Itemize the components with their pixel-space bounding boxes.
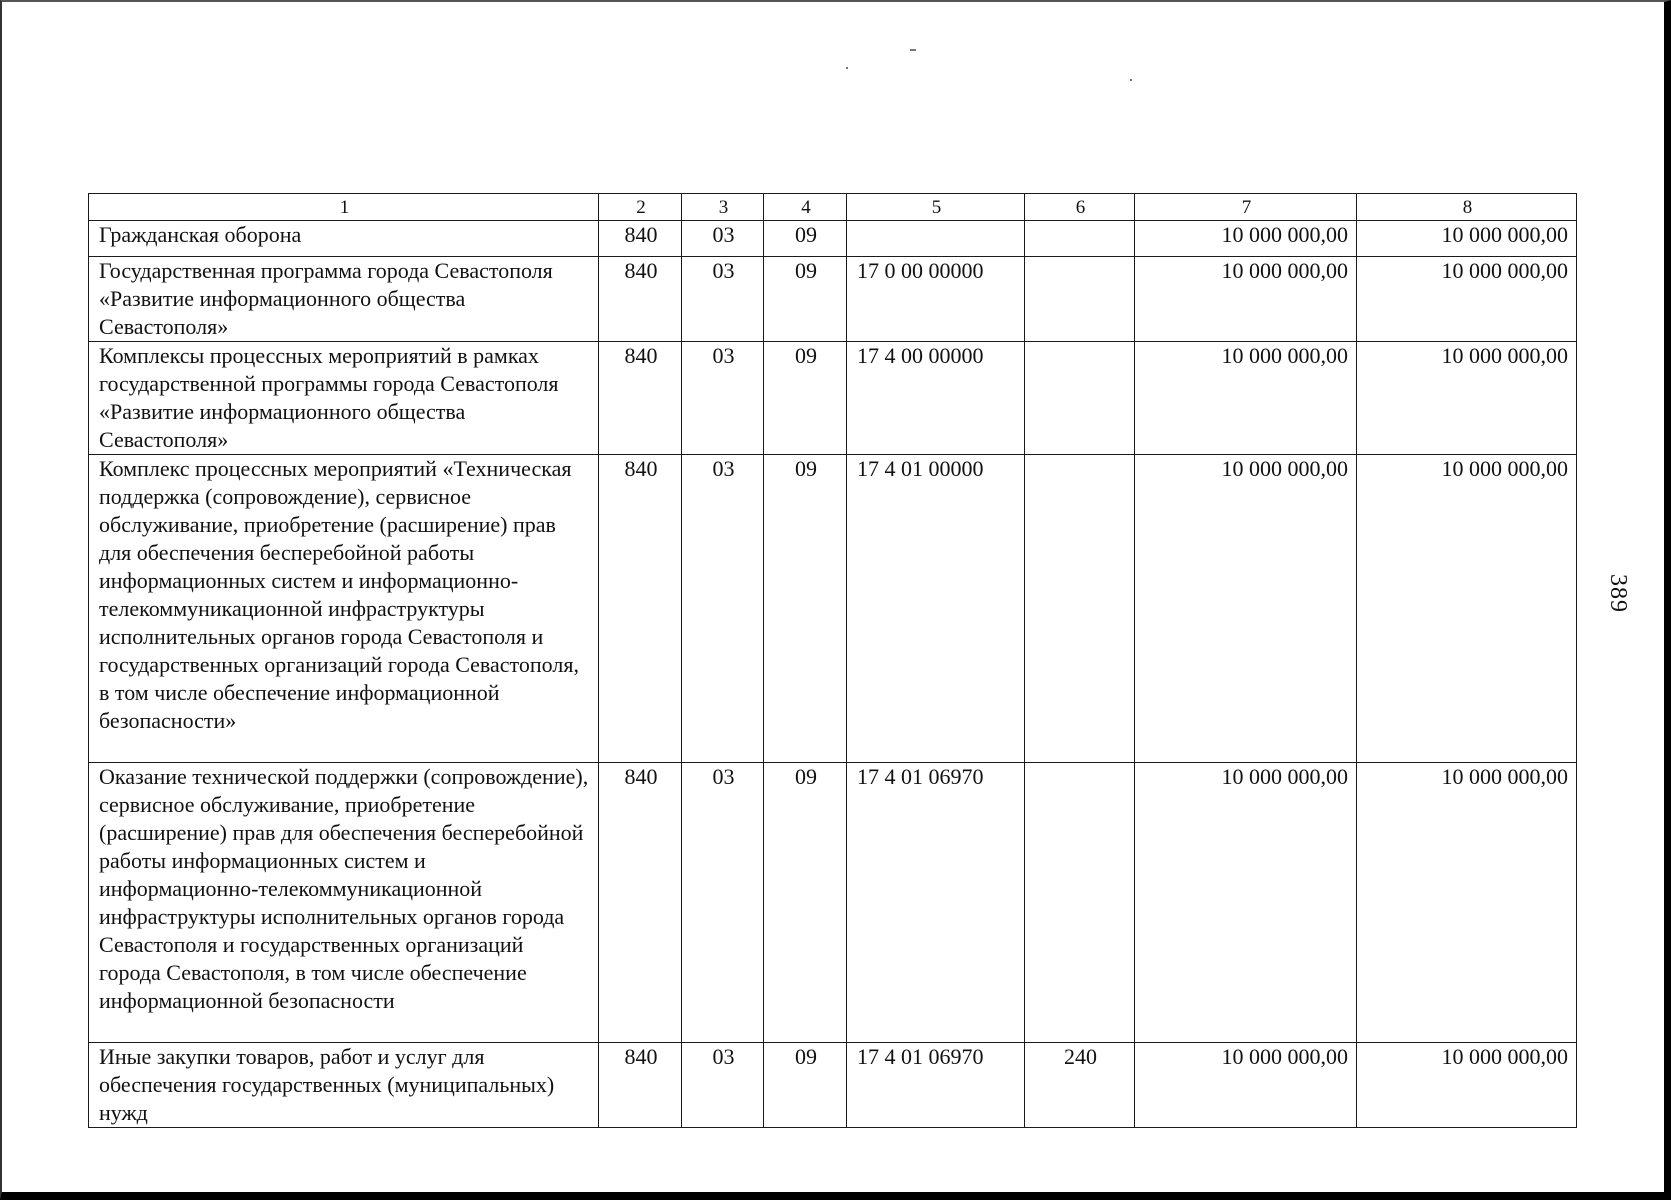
budget-table: [88, 193, 1577, 1128]
amount-year-2: 10 000 000,00: [1357, 763, 1577, 1043]
amount-year-2: 10 000 000,00: [1357, 1043, 1577, 1128]
target-article-code: 17 4 01 00000: [847, 455, 1025, 763]
row-name: Иные закупки товаров, работ и услуг для обеспечения государственных (муниципальных) нужд: [89, 1043, 599, 1128]
row-name: Оказание технической поддержки (сопровождение), сервисное обслуживание, приобретение (расширение) прав для обеспечения бесперебойной работы информационных систем и информационно-телекоммуникационной инфраструктуры исполнительных органов города Севастополя и государственных организаций города Севастополя, в том числе обеспечение информационной безопасности: [89, 763, 599, 1043]
target-article-code: 17 0 00 00000: [847, 257, 1025, 342]
target-article-code: 17 4 01 06970: [847, 763, 1025, 1043]
column-header: 5: [847, 194, 1025, 221]
amount-year-2: 10 000 000,00: [1357, 221, 1577, 257]
row-name: Комплекс процессных мероприятий «Техническая поддержка (сопровождение), сервисное обслуживание, приобретение (расширение) прав для обеспечения бесперебойной работы информационных систем и информационно-телекоммуникационной инфраструктуры исполнительных органов города Севастополя и государственных организаций города Севастополя, в том числе обеспечение информационной безопасности»: [89, 455, 599, 763]
column-header: 8: [1357, 194, 1577, 221]
target-article-code: [847, 221, 1025, 257]
amount-year-2: 10 000 000,00: [1357, 455, 1577, 763]
amount-year-2: 10 000 000,00: [1357, 342, 1577, 455]
section-code: 03: [682, 763, 764, 1043]
subsection-code: 09: [764, 763, 847, 1043]
table-row: [89, 342, 1577, 455]
amount-year-1: 10 000 000,00: [1135, 257, 1357, 342]
row-name: Комплексы процессных мероприятий в рамках государственной программы города Севастополя «Развитие информационного общества Севастополя»: [89, 342, 599, 455]
target-article-code: 17 4 01 06970: [847, 1043, 1025, 1128]
expense-type-code: [1025, 763, 1135, 1043]
target-article-code: 17 4 00 00000: [847, 342, 1025, 455]
table-row: [89, 455, 1577, 763]
table-row: [89, 763, 1577, 1043]
row-name: Гражданская оборона: [89, 221, 599, 257]
amount-year-1: 10 000 000,00: [1135, 763, 1357, 1043]
column-header: 7: [1135, 194, 1357, 221]
amount-year-1: 10 000 000,00: [1135, 221, 1357, 257]
table-row: [89, 221, 1577, 257]
column-header: 6: [1025, 194, 1135, 221]
scan-speck: [910, 49, 916, 51]
section-code: 03: [682, 342, 764, 455]
subsection-code: 09: [764, 1043, 847, 1128]
subsection-code: 09: [764, 257, 847, 342]
column-header: 4: [764, 194, 847, 221]
amount-year-2: 10 000 000,00: [1357, 257, 1577, 342]
expense-type-code: [1025, 455, 1135, 763]
section-code: 03: [682, 221, 764, 257]
ministry-code: 840: [599, 221, 682, 257]
section-code: 03: [682, 1043, 764, 1128]
scan-speck: [1130, 79, 1132, 81]
amount-year-1: 10 000 000,00: [1135, 1043, 1357, 1128]
section-code: 03: [682, 257, 764, 342]
column-header: 2: [599, 194, 682, 221]
column-header: 3: [682, 194, 764, 221]
expense-type-code: [1025, 221, 1135, 257]
expense-type-code: 240: [1025, 1043, 1135, 1128]
page-number: 389: [1605, 574, 1631, 613]
subsection-code: 09: [764, 342, 847, 455]
ministry-code: 840: [599, 257, 682, 342]
ministry-code: 840: [599, 1043, 682, 1128]
scan-speck: [846, 67, 848, 69]
subsection-code: 09: [764, 455, 847, 763]
table-row: [89, 257, 1577, 342]
column-number-header-row: [89, 194, 1577, 221]
subsection-code: 09: [764, 221, 847, 257]
expense-type-code: [1025, 257, 1135, 342]
section-code: 03: [682, 455, 764, 763]
table-row: [89, 1043, 1577, 1128]
ministry-code: 840: [599, 763, 682, 1043]
amount-year-1: 10 000 000,00: [1135, 342, 1357, 455]
ministry-code: 840: [599, 342, 682, 455]
amount-year-1: 10 000 000,00: [1135, 455, 1357, 763]
row-name: Государственная программа города Севастополя «Развитие информационного общества Севастополя»: [89, 257, 599, 342]
column-header: 1: [89, 194, 599, 221]
expense-type-code: [1025, 342, 1135, 455]
ministry-code: 840: [599, 455, 682, 763]
